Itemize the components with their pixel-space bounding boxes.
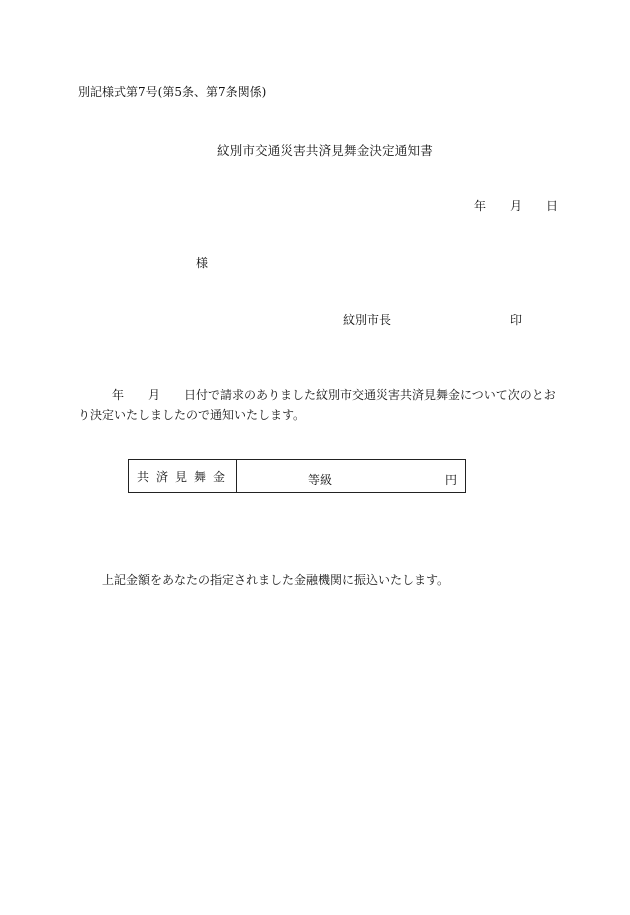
body-year: 年: [112, 388, 125, 402]
seal-mark: 印: [510, 313, 523, 327]
notice-body: [78, 385, 562, 425]
yen-unit: 円: [444, 473, 457, 487]
addressee-honorific: 様: [196, 256, 209, 270]
transfer-note: 上記金額をあなたの指定されました金融機関に振込いたします。: [102, 573, 450, 587]
date-month: 月: [510, 199, 523, 213]
body-month: 月: [148, 388, 161, 402]
form-number-label: 別記様式第7号(第5条、第7条関係): [78, 85, 267, 99]
grade-label: 等級: [308, 473, 333, 487]
amount-table: [128, 459, 466, 493]
issuer-name: 紋別市長: [343, 313, 392, 327]
date-year: 年: [474, 199, 487, 213]
amount-label-cell: 共済見舞金: [129, 460, 237, 492]
amount-value-cell: [237, 460, 465, 492]
body-text: 日付で請求のありました紋別市交通災害共済見舞金について次のとおり決定いたしましたので通知いたします。: [78, 388, 556, 422]
date-day: 日: [546, 199, 559, 213]
date-line: [474, 200, 558, 212]
document-title: 紋別市交通災害共済見舞金決定通知書: [217, 143, 433, 158]
